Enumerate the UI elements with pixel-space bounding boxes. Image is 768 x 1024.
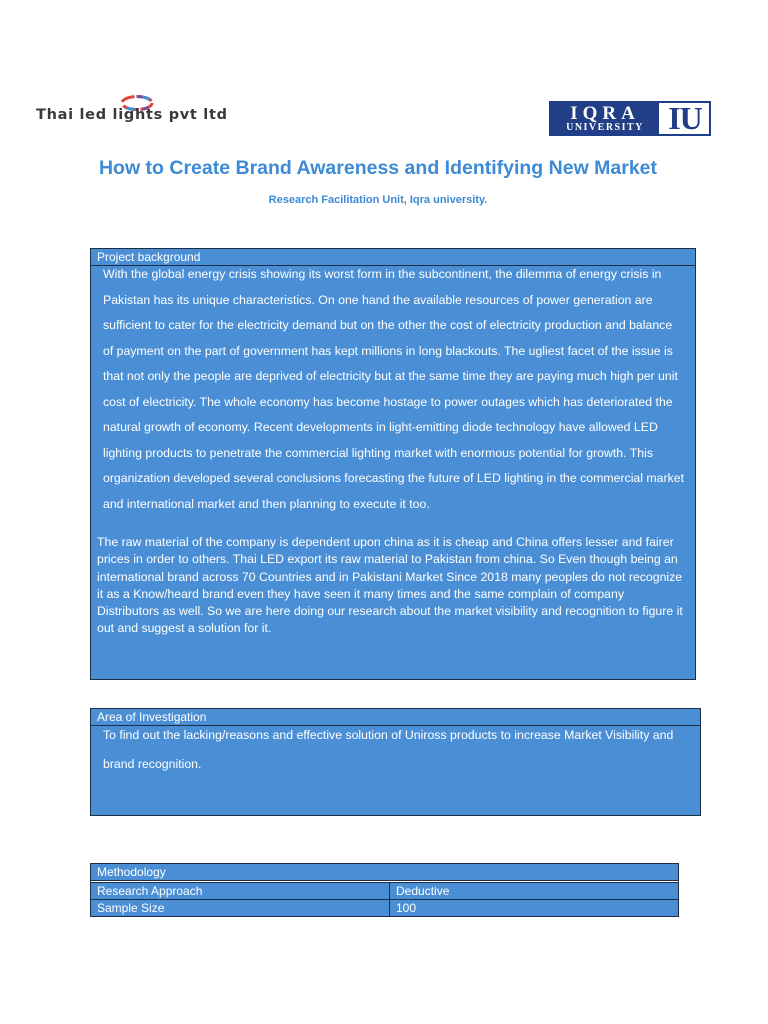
table-row — [91, 883, 679, 900]
project-background-paragraph-2: The raw material of the company is dependent upon china as it is cheap and China offers lesser and fairer prices in order to others. Thai LED export its raw material to Pakistan from china. So Even though being an international brand across 70 Countries and in Pakistani Market Since 2018 many peoples do not recognize it as a Know/heard brand even they have seen it many times and the same complain of company Distributors as well. So we are here doing our research about the market visibility and recognition to figure it out and suggest a solution for it. — [97, 535, 683, 636]
university-wordmark — [551, 103, 659, 134]
document-title: How to Create Brand Awareness and Identifying New Market — [98, 157, 658, 179]
research-approach-value: Deductive — [390, 883, 679, 900]
company-logo-text: Thai led lights pvt ltd — [36, 107, 228, 123]
sample-size-value: 100 — [390, 900, 679, 917]
document-subtitle: Research Facilitation Unit, Iqra university. — [268, 194, 488, 206]
university-monogram: IU — [668, 100, 702, 136]
project-background-section — [90, 248, 696, 680]
project-background-paragraph-1: With the global energy crisis showing its worst form in the subcontinent, the dilemma of energy crisis in Pakistan has its unique characteristics. On one hand the available resources of power generation are sufficient to cater for the electricity demand but on the other the cost of electricity production and balance of payment on the part of government has kept millions in long blackouts. The ugliest facet of the issue is that not only the people are deprived of electricity but at the same time they are paying much high per unit cost of electricity. The whole economy has become hostage to power outages which has deteriorated the natural growth of economy. Recent developments in light-emitting diode technology have allowed LED lighting products to penetrate the commercial lighting market with enormous potential for growth. This organization developed several conclusions forecasting the future of LED lighting in the commercial market and international market and then planning to execute it too. — [103, 267, 684, 511]
area-of-investigation-label: Area of Investigation — [91, 709, 700, 726]
methodology-label: Methodology — [91, 864, 679, 881]
sample-size-key: Sample Size — [91, 900, 390, 917]
area-of-investigation-section — [90, 708, 701, 816]
project-background-label: Project background — [91, 249, 695, 266]
university-logo-line2: UNIVERSITY — [566, 122, 644, 133]
university-logo — [549, 101, 711, 136]
methodology-header-row — [91, 864, 679, 881]
methodology-table — [90, 863, 679, 917]
table-row — [91, 900, 679, 917]
research-approach-key: Research Approach — [91, 883, 390, 900]
university-logo-line1: IQRA — [570, 103, 640, 124]
area-of-investigation-text: To find out the lacking/reasons and effective solution of Uniross products to increase Market Visibility and brand recognition. — [103, 728, 674, 771]
company-logo — [36, 92, 246, 132]
